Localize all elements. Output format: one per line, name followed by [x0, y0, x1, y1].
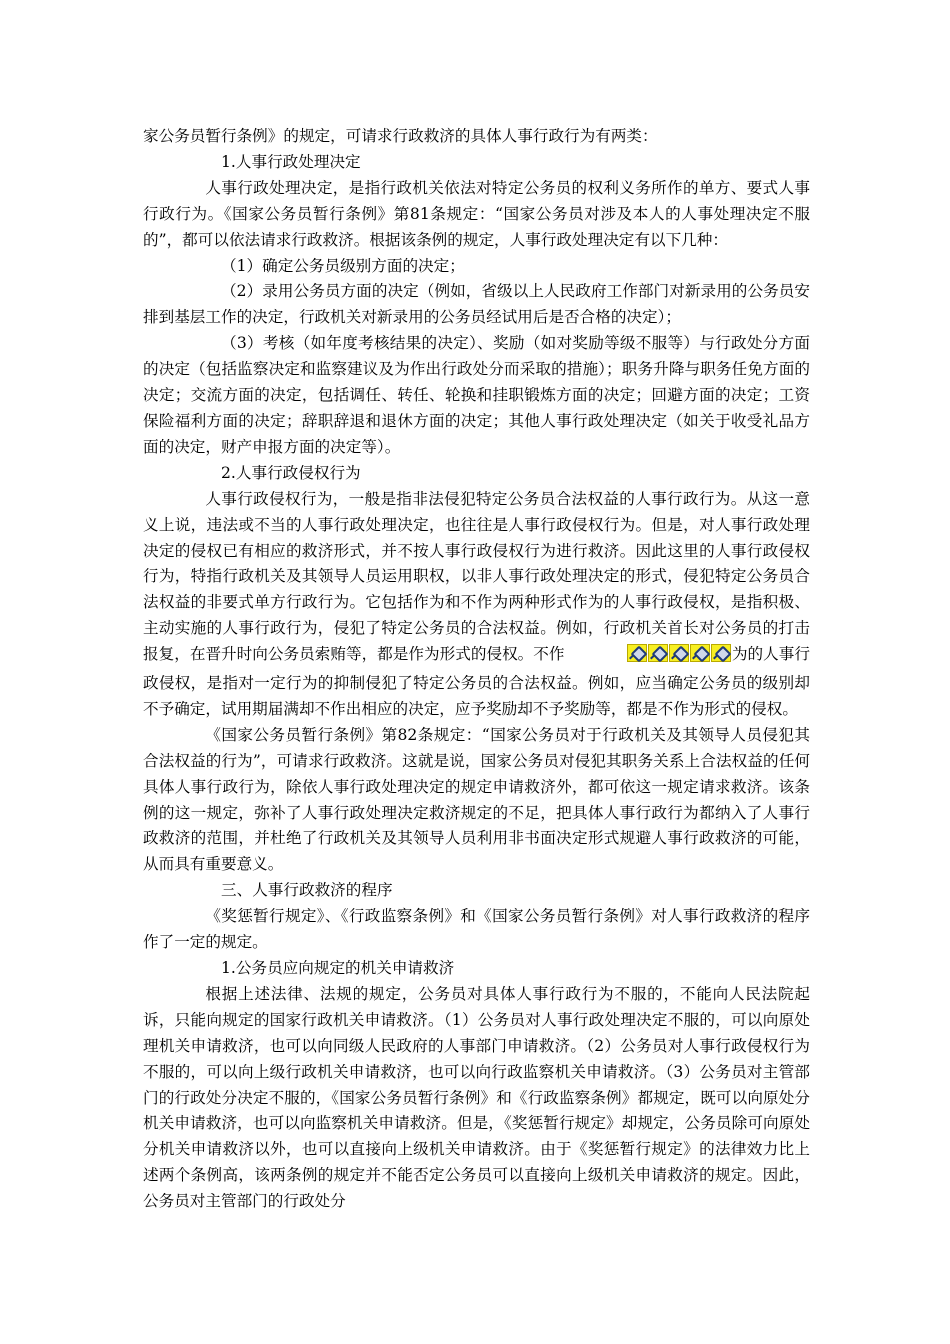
paragraph-procedure-intro: 《奖惩暂行规定》、《行政监察条例》和《国家公务员暂行条例》对人事行政救济的程序作了一定的规定。 — [143, 907, 810, 952]
paragraph-continuation: 家公务员暂行条例》的规定，可请求行政救济的具体人事行政行为有两类： — [143, 127, 658, 145]
list-item-1: （1）确定公务员级别方面的决定； — [221, 256, 465, 275]
paragraph-infringement — [143, 487, 810, 723]
list-item-3: （3）考核（如年度考核结果的决定）、奖励（如对奖励等级不服等）与行政处分方面的决定（包括监察决定和监察建议及为作出行政处分而采取的措施）；职务升降与职务任免方面的决定；交流方面的决定，包括调任、转任、轮换和挂职锻炼方面的决定；回避方面的决定；工资保险福利方面的决定；辞职辞退和退休方面的决定；其他人事行政处理决定（如关于收受礼品方面的决定，财产申报方面的决定等）。 — [143, 334, 810, 456]
broken-glyph-icon — [648, 644, 668, 662]
heading-infringement: 2.人事行政侵权行为 — [221, 463, 361, 482]
heading-personnel-decisions: 1.人事行政处理决定 — [221, 152, 361, 171]
broken-glyph-group — [565, 644, 732, 671]
broken-glyph-icon — [627, 644, 647, 662]
broken-glyph-icon — [711, 644, 731, 662]
list-item-2: （2）录用公务员方面的决定（例如，省级以上人民政府工作部门对新录用的公务员安排到基层工作的决定，行政机关对新录用的公务员经试用后是否合格的决定）； — [143, 282, 810, 327]
paragraph-apply-to-authority: 根据上述法律、法规的规定，公务员对具体人事行政行为不服的，不能向人民法院起诉，只能向规定的国家行政机关申请救济。（1）公务员对人事行政处理决定不服的，可以向原处理机关申请救济，也可以向同级人民政府的人事部门申请救济。（2）公务员对人事行政侵权行为不服的，可以向上级行政机关申请救济，也可以向行政监察机关申请救济。（3）公务员对主管部门的行政处分决定不服的，《国家公务员暂行条例》和《行政监察条例》都规定，既可以向原处分机关申请救济，也可以向监察机关申请救济。但是，《奖惩暂行规定》却规定，公务员除可向原处分机关申请救济以外，也可以直接向上级机关申请救济。由于《奖惩暂行规定》的法律效力比上述两个条例高，该两条例的规定并不能否定公务员可以直接向上级机关申请救济的规定。因此，公务员对主管部门的行政处分 — [143, 984, 810, 1211]
broken-glyph-icon — [690, 644, 710, 662]
infringement-text-after: 为的人事行政侵权，是指对一定行为的抑制侵犯了特定公务员的合法权益。例如，应当确定公务员的级别却不予确定，试用期届满却不作出相应的决定，应予奖励却不予奖励等，都是不作为形式的侵权。 — [143, 645, 810, 718]
document-body — [143, 124, 810, 1215]
section-heading-procedure: 三、人事行政救济的程序 — [221, 881, 393, 900]
infringement-text-before: 人事行政侵权行为，一般是指非法侵犯特定公务员合法权益的人事行政行为。从这一意义上说，违法或不当的人事行政处理决定，也往往是人事行政侵权行为。但是，对人事行政处理决定的侵权已有相应的救济形式，并不按人事行政侵权行为进行救济。因此这里的人事行政侵权行为，特指行政机关及其领导人员运用职权，以非人事行政处理决定的形式，侵犯特定公务员合法权益的非要式单方行政行为。它包括作为和不作为两种形式作为的人事行政侵权，是指积极、主动实施的人事行政行为，侵犯了特定公务员的合法权益。例如，行政机关首长对公务员的打击报复，在晋升时向公务员索贿等，都是作为形式的侵权。不作 — [143, 489, 810, 664]
heading-apply-to-authority: 1.公务员应向规定的机关申请救济 — [221, 959, 455, 977]
paragraph-decisions-definition: 人事行政处理决定，是指行政机关依法对特定公务员的权利义务所作的单方、要式人事行政行为。《国家公务员暂行条例》第81条规定：“国家公务员对涉及本人的人事处理决定不服的”，都可以依法请求行政救济。根据该条例的规定，人事行政处理决定有以下几种： — [143, 178, 810, 249]
broken-glyph-icon — [669, 644, 689, 662]
paragraph-article-82: 《国家公务员暂行条例》第82条规定：“国家公务员对于行政机关及其领导人员侵犯其合法权益的行为”，可请求行政救济。这就是说，国家公务员对侵犯其职务关系上合法权益的任何具体人事行政行为，除依人事行政处理决定的规定申请救济外，都可依这一规定请求救济。该条例的这一规定，弥补了人事行政处理决定救济规定的不足，把具体人事行政行为都纳入了人事行政救济的范围，并杜绝了行政机关及其领导人员利用非书面决定形式规避人事行政救济的可能，从而具有重要意义。 — [143, 725, 810, 874]
